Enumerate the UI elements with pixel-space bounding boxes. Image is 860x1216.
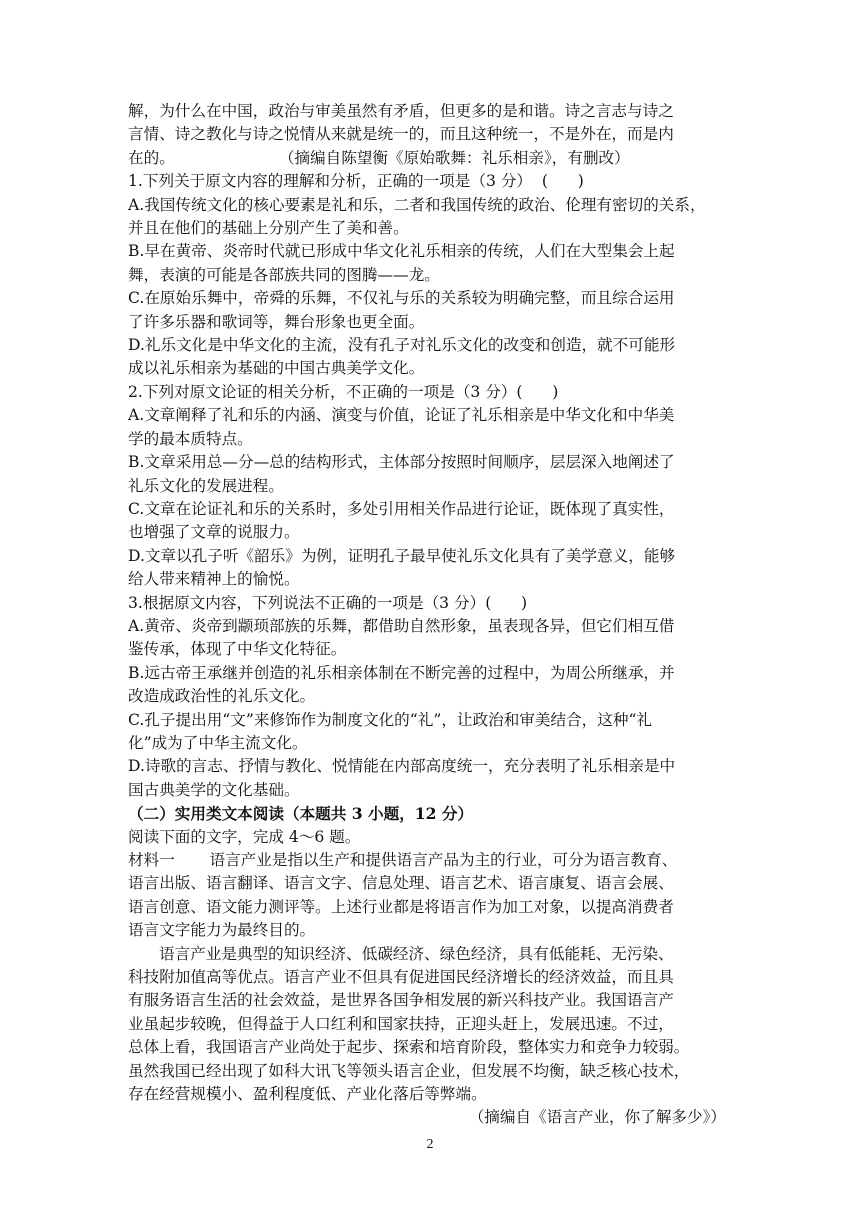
text-line: 语言产业是典型的知识经济、低碳经济、绿色经济，具有低能耗、无污染、 <box>159 944 674 963</box>
section-heading: （二）实用类文本阅读（本题共 3 小题，12 分） <box>128 804 474 824</box>
option-b <box>128 451 732 498</box>
section-instruction: 阅读下面的文字，完成 4～6 题。 <box>128 827 361 846</box>
option-line: 也增强了文章的说服力。 <box>128 523 300 542</box>
material-one-paragraph-2 <box>128 943 732 1107</box>
option-line: 礼乐文化的发展进程。 <box>128 476 284 495</box>
text-line: 材料一 语言产业是指以生产和提供语言产品为主的行业，可分为语言教育、 <box>128 851 678 869</box>
text-line: 语言出版、语言翻译、语言文字、信息处理、语言艺术、语言康复、语言会展、 <box>128 874 674 893</box>
page-content <box>128 100 732 1130</box>
option-line: D.礼乐文化是中华文化的主流，没有孔子对礼乐文化的改变和创造，就不可能形 <box>128 336 676 355</box>
option-b <box>128 662 732 709</box>
option-line: D.诗歌的言志、抒情与教化、悦情能在内部高度统一，充分表明了礼乐相亲是中 <box>128 757 676 776</box>
option-line: B.早在黄帝、炎帝时代就已形成中华文化礼乐相亲的传统，人们在大型集会上起 <box>128 242 675 261</box>
option-line: 并且在他们的基础上分别产生了美和善。 <box>128 219 409 238</box>
option-line: 鉴传承，体现了中华文化特征。 <box>128 640 347 659</box>
question-3 <box>128 592 732 803</box>
option-line: B.远古帝王承继并创造的礼乐相亲体制在不断完善的过程中，为周公所继承，并 <box>128 663 675 682</box>
intro-paragraph <box>128 100 732 170</box>
option-line: 成以礼乐相亲为基础的中国古典美学文化。 <box>128 359 425 378</box>
section-practical-reading <box>128 802 732 1130</box>
option-line: 了许多乐器和歌词等，舞台形象也更全面。 <box>128 312 425 331</box>
option-line: C.孔子提出用“文”来修饰作为制度文化的“礼”，让政治和审美结合，这种“礼 <box>128 710 653 729</box>
option-line: A.文章阐释了礼和乐的内涵、演变与价值，论证了礼乐相亲是中华文化和中华美 <box>128 406 675 425</box>
source-citation: （摘编自《语言产业，你了解多少》） <box>468 1108 726 1127</box>
text-line: 解，为什么在中国，政治与审美虽然有矛盾，但更多的是和谐。诗之言志与诗之 <box>128 102 674 120</box>
option-b <box>128 240 732 287</box>
option-d <box>128 334 732 381</box>
option-line: D.文章以孔子听《韶乐》为例，证明孔子最早使礼乐文化具有了美学意义，能够 <box>128 546 676 565</box>
option-line: 舞，表演的可能是各部族共同的图腾——龙。 <box>128 265 440 284</box>
option-line: 学的最本质特点。 <box>128 429 253 448</box>
option-c <box>128 498 732 545</box>
text-line: 在的。 （摘编自陈望衡《原始歌舞：礼乐相亲》，有删改） <box>128 148 630 167</box>
option-c <box>128 287 732 334</box>
text-line: 总体上看，我国语言产业尚处于起步、探索和培育阶段，整体实力和竞争力较弱。 <box>128 1038 690 1057</box>
question-2 <box>128 381 732 592</box>
question-1 <box>128 170 732 381</box>
question-stem: 3.根据原文内容，下列说法不正确的一项是（3 分）( ) <box>128 593 528 612</box>
option-line: C.文章在论证礼和乐的关系时，多处引用相关作品进行论证，既体现了真实性， <box>128 499 675 518</box>
option-line: 改造成政治性的礼乐文化。 <box>128 687 316 706</box>
text-line: 科技附加值高等优点。语言产业不但具有促进国民经济增长的经济效益，而且具 <box>128 968 674 987</box>
material-one-paragraph <box>128 849 732 943</box>
question-stem: 2.下列对原文论证的相关分析，不正确的一项是（3 分）( ) <box>128 382 559 401</box>
text-line: 业虽起步较晚，但得益于人口红利和国家扶持，正迎头赶上，发展迅速。不过， <box>128 1014 674 1033</box>
text-line: 存在经营规模小、盈利程度低、产业化落后等弊端。 <box>128 1085 487 1104</box>
text-line: 言情、诗之教化与诗之悦情从来就是统一的，而且这种统一，不是外在，而是内 <box>128 125 674 144</box>
text-line: 有服务语言生活的社会效益，是世界各国争相发展的新兴科技产业。我国语言产 <box>128 991 674 1010</box>
option-line: 给人带来精神上的愉悦。 <box>128 570 300 589</box>
option-a <box>128 194 732 241</box>
option-c <box>128 709 732 756</box>
page-number: 2 <box>426 1137 434 1152</box>
option-line: 化”成为了中华主流文化。 <box>128 733 308 752</box>
option-line: A.我国传统文化的核心要素是礼和乐，二者和我国传统的政治、伦理有密切的关系， <box>128 195 706 214</box>
option-d <box>128 755 732 802</box>
option-line: B.文章采用总—分—总的结构形式，主体部分按照时间顺序，层层深入地阐述了 <box>128 453 675 472</box>
text-line: 语言创意、语文能力测评等。上述行业都是将语言作为加工对象，以提高消费者 <box>128 897 674 916</box>
option-d <box>128 545 732 592</box>
text-line: 语言文字能力为最终目的。 <box>128 921 316 940</box>
option-line: 国古典美学的文化基础。 <box>128 780 300 799</box>
option-a <box>128 615 732 662</box>
text-line: 虽然我国已经出现了如科大讯飞等领头语言企业，但发展不均衡，缺乏核心技术， <box>128 1061 690 1080</box>
option-line: A.黄帝、炎帝到颛顼部族的乐舞，都借助自然形象，虽表现各异，但它们相互借 <box>128 616 675 635</box>
question-stem: 1.下列关于原文内容的理解和分析，正确的一项是（3 分） ( ) <box>128 172 584 191</box>
option-a <box>128 404 732 451</box>
option-line: C.在原始乐舞中，帝舜的乐舞，不仅礼与乐的关系较为明确完整，而且综合运用 <box>128 289 675 308</box>
